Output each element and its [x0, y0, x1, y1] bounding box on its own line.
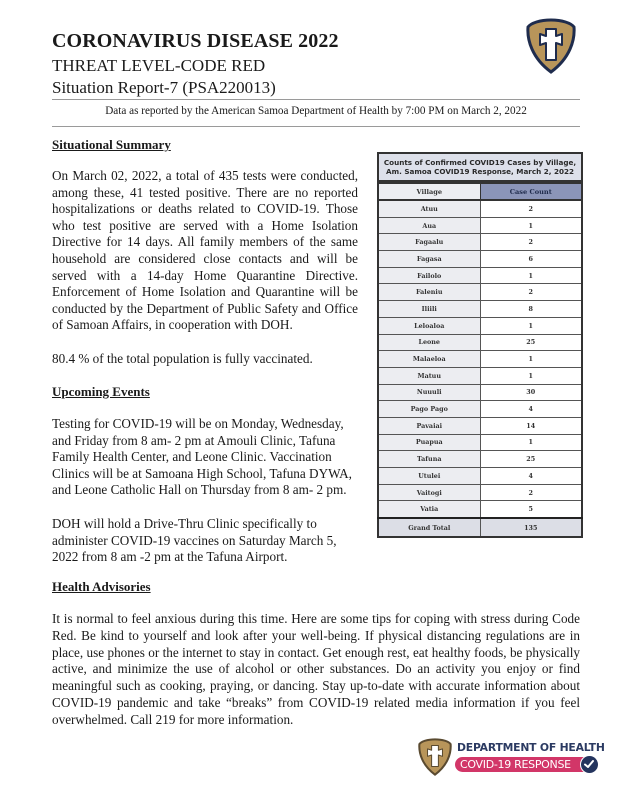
table-row — [378, 468, 582, 485]
case-count: 2 — [480, 234, 582, 251]
village-name: Puapua — [378, 434, 480, 451]
health-advisories-text: It is normal to feel anxious during this time. Here are some tips for coping with stress during Code Red. Be kind to yourself and look after your well-being. If physical distancing regulations are in place, use phones or the internet to stay in contact. Get enough rest, eat healthy foods, be physically active, and minimize the use of alcohol or other substances. Do an activity you enjoy or find meaningful such as cooking, praying, or dancing. Stay up-to-date with accurate information about COVID-19 pandemic and take “breaks” from COVID-19 related media information if you feel overwhelmed. Call 219 for more information. — [52, 611, 580, 727]
case-count: 4 — [480, 401, 582, 418]
case-count: 1 — [480, 267, 582, 284]
village-name: Nuuuli — [378, 384, 480, 401]
grand-total-count: 135 — [480, 518, 582, 537]
village-name: Pago Pago — [378, 401, 480, 418]
divider-bottom — [52, 126, 580, 127]
village-name: Malaeloa — [378, 351, 480, 368]
table-row — [378, 301, 582, 318]
table-row — [378, 351, 582, 368]
table-row — [378, 251, 582, 268]
case-count: 2 — [480, 484, 582, 501]
column-header-village: Village — [378, 183, 480, 200]
case-count: 1 — [480, 351, 582, 368]
grand-total-row — [378, 518, 582, 537]
table-row — [378, 217, 582, 234]
testing-schedule-text: Testing for COVID-19 will be on Monday, Wednesday, and Friday from 8 am- 2 pm at Amouli Clinic, Tafuna Family Health Center, and Leone Clinic. Vaccination Clinics will be at Samoana High School, Tafuna DYWA, and Leone Catholic Hall on Thursday from 8 am- 2 pm. — [52, 416, 352, 498]
doh-shield-icon — [526, 18, 576, 74]
table-row — [378, 334, 582, 351]
table-row — [378, 267, 582, 284]
report-title: CORONAVIRUS DISEASE 2022 — [52, 30, 339, 52]
data-source-note: Data as reported by the American Samoa Department of Health by 7:00 PM on March 2, 2022 — [105, 105, 527, 117]
case-count: 1 — [480, 367, 582, 384]
vaccination-rate-text: 80.4 % of the total population is fully vaccinated. — [52, 351, 313, 366]
table-row — [378, 317, 582, 334]
case-count: 25 — [480, 451, 582, 468]
village-name: Tafuna — [378, 451, 480, 468]
doh-covid-response-logo — [417, 738, 607, 778]
case-count: 2 — [480, 200, 582, 217]
column-header-case-count: Case Count — [480, 183, 582, 200]
village-name: Vaitogi — [378, 484, 480, 501]
village-name: Leloaloa — [378, 317, 480, 334]
table-row — [378, 417, 582, 434]
case-count: 25 — [480, 334, 582, 351]
village-name: Leone — [378, 334, 480, 351]
case-count: 4 — [480, 468, 582, 485]
case-count: 5 — [480, 501, 582, 518]
divider-top — [52, 99, 580, 100]
case-count: 2 — [480, 284, 582, 301]
table-row — [378, 284, 582, 301]
case-count: 1 — [480, 217, 582, 234]
table-row — [378, 434, 582, 451]
table-row — [378, 367, 582, 384]
doh-shield-icon — [417, 738, 453, 776]
village-name: Fagaalu — [378, 234, 480, 251]
checkmark-icon — [580, 755, 599, 774]
case-count: 1 — [480, 434, 582, 451]
village-name: Aua — [378, 217, 480, 234]
village-name: Failolo — [378, 267, 480, 284]
threat-level: THREAT LEVEL-CODE RED — [52, 56, 266, 75]
table-row — [378, 484, 582, 501]
report-number: Situation Report-7 (PSA220013) — [52, 78, 276, 97]
village-case-table — [377, 152, 583, 538]
table-header-row — [378, 183, 582, 200]
table-row — [378, 451, 582, 468]
village-name: Fagasa — [378, 251, 480, 268]
situational-summary-text: On March 02, 2022, a total of 435 tests were conducted, among these, 41 tested positive. There are no reported hospitalizations or deaths related to COVID-19. Those who test positive are served with a Home Isolation Directive for 14 days. All family members of the same household are considered close contacts and will be served with a 14-day Home Quarantine Directive. Enforcement of Home Isolation and Quarantine will be conducted by the Department of Public Safety and Office of Samoan Affairs, in cooperation with DOH. — [52, 168, 358, 333]
table-row — [378, 234, 582, 251]
village-name: Matuu — [378, 367, 480, 384]
table-row — [378, 200, 582, 217]
case-count: 6 — [480, 251, 582, 268]
grand-total-label: Grand Total — [378, 518, 480, 537]
health-advisories-heading: Health Advisories — [52, 579, 151, 594]
village-name: Atuu — [378, 200, 480, 217]
table-caption: Counts of Confirmed COVID19 Cases by Village, Am. Samoa COVID19 Response, March 2, 2022 — [377, 152, 583, 182]
village-name: Pavaiai — [378, 417, 480, 434]
situational-summary-heading: Situational Summary — [52, 137, 171, 152]
table-row — [378, 384, 582, 401]
covid-response-label: COVID-19 RESPONSE — [455, 757, 591, 772]
table-row — [378, 401, 582, 418]
table-row — [378, 501, 582, 518]
case-count: 30 — [480, 384, 582, 401]
village-name: Utulei — [378, 468, 480, 485]
department-label: DEPARTMENT OF HEALTH — [457, 741, 605, 754]
village-name: Iliili — [378, 301, 480, 318]
drive-thru-text: DOH will hold a Drive-Thru Clinic specifically to administer COVID-19 vaccines on Saturday March 5, 2022 from 8 am -2 pm at the Tafuna Airport. — [52, 516, 337, 565]
case-count: 14 — [480, 417, 582, 434]
upcoming-events-heading: Upcoming Events — [52, 384, 150, 399]
village-name: Faleniu — [378, 284, 480, 301]
case-count: 8 — [480, 301, 582, 318]
case-count: 1 — [480, 317, 582, 334]
village-name: Vatia — [378, 501, 480, 518]
